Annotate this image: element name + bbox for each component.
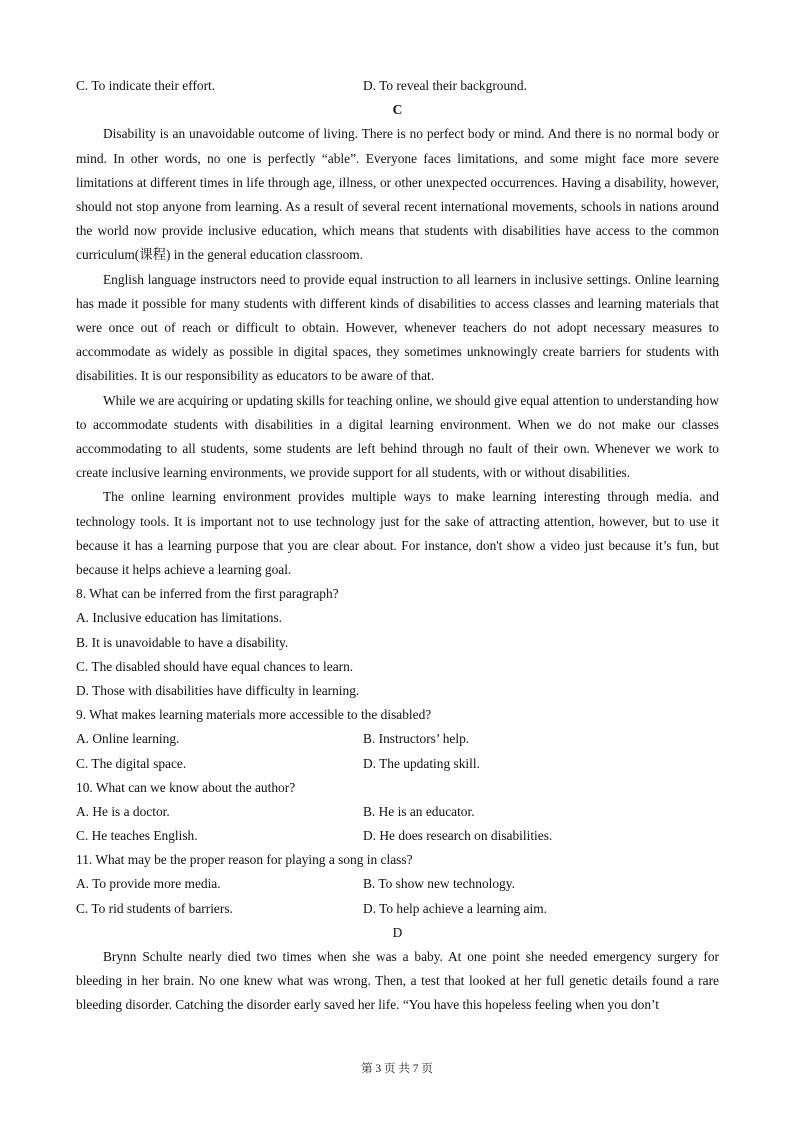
q7-option-d: D. To reveal their background. <box>363 78 527 93</box>
section-c-paragraph-2: English language instructors need to provide equal instruction to all learners in inclusive settings. Online learning has made it possible for many students with different kinds of disabilities to access classes and learning materials that were once out of reach or difficult to obtain. However, whenever teachers do not adopt necessary measures to accommodate as widely as possible in digital spaces, they sometimes unknowingly create barriers for students with disabilities. It is our responsibility as educators to be aware of that. <box>76 271 719 384</box>
q11-option-c: C. To rid students of barriers. <box>76 900 233 916</box>
q11-stem: 11. What may be the proper reason for playing a song in class? <box>76 852 413 868</box>
q9-option-a: A. Online learning. <box>76 731 180 747</box>
section-c-paragraph-3: While we are acquiring or updating skills for teaching online, we should give equal attention to understanding how to accommodate students with disabilities in a digital learning environment. When we do not make our classes accommodating to all students, some students are left behind through no fault of their own. Whenever we work to create inclusive learning environments, we provide support for all students, with or without disabilities. <box>76 392 719 481</box>
q10-option-d: D. He does research on disabilities. <box>363 828 553 844</box>
q9-stem: 9. What makes learning materials more accessible to the disabled? <box>76 707 432 723</box>
q10-stem: 10. What can we know about the author? <box>76 779 296 795</box>
q9-option-b: B. Instructors’ help. <box>363 731 470 747</box>
q11-options-row-1 <box>76 872 719 896</box>
section-d-heading: D <box>392 924 403 940</box>
q10-options-row-1 <box>76 800 719 824</box>
q10-option-c: C. He teaches English. <box>76 828 198 844</box>
q8-stem: 8. What can be inferred from the first paragraph? <box>76 586 339 602</box>
q11-option-a: A. To provide more media. <box>76 876 221 892</box>
q11-option-d: D. To help achieve a learning aim. <box>363 900 547 916</box>
q8-option-c: C. The disabled should have equal chances to learn. <box>76 658 354 674</box>
section-c-paragraph-1: Disability is an unavoidable outcome of living. There is no perfect body or mind. And there is no normal body or mind. In other words, no one is perfectly “able”. Everyone faces limitations, and some might face more severe limitations at different times in life through age, illness, or other unexpected occurrences. Having a disability, however, should not stop anyone from learning. As a result of several recent international movements, schools in nations around the world now provide inclusive education, which means that students with disabilities have access to the common curriculum(课程) in the general education classroom. <box>76 126 719 263</box>
q8-option-d: D. Those with disabilities have difficulty in learning. <box>76 682 360 698</box>
q11-options-row-2 <box>76 897 719 921</box>
section-c-paragraph-4: The online learning environment provides multiple ways to make learning interesting through media. and technology tools. It is important not to use technology just for the sake of attracting attention, however, but to use it because it has a learning purpose that you are clear about. For instance, don't show a video just because it’s fun, but because it helps achieve a learning goal. <box>76 489 719 578</box>
q9-option-d: D. The updating skill. <box>363 755 480 771</box>
q10-option-b: B. He is an educator. <box>363 803 475 819</box>
q9-options-row-2 <box>76 752 719 776</box>
q7-option-c: C. To indicate their effort. <box>76 78 216 93</box>
exam-page <box>76 74 719 1018</box>
q8-option-b: B. It is unavoidable to have a disability. <box>76 634 289 650</box>
q9-options-row-1 <box>76 727 719 751</box>
q11-option-b: B. To show new technology. <box>363 876 515 892</box>
q9-option-c: C. The digital space. <box>76 755 187 771</box>
page-footer: 第 3 页 共 7 页 <box>361 1063 433 1075</box>
section-c-heading: C <box>392 102 403 118</box>
section-d-paragraph-1: Brynn Schulte nearly died two times when she was a baby. At one point she needed emergency surgery for bleeding in her brain. No one knew what was wrong. Then, a test that looked at her full genetic details found a rare bleeding disorder. Catching the disorder early saved her life. “You have this hopeless feeling when you don’t <box>76 949 719 1013</box>
q10-options-row-2 <box>76 824 719 848</box>
q7-options-row <box>76 74 719 98</box>
q10-option-a: A. He is a doctor. <box>76 803 170 819</box>
q8-option-a: A. Inclusive education has limitations. <box>76 610 283 626</box>
